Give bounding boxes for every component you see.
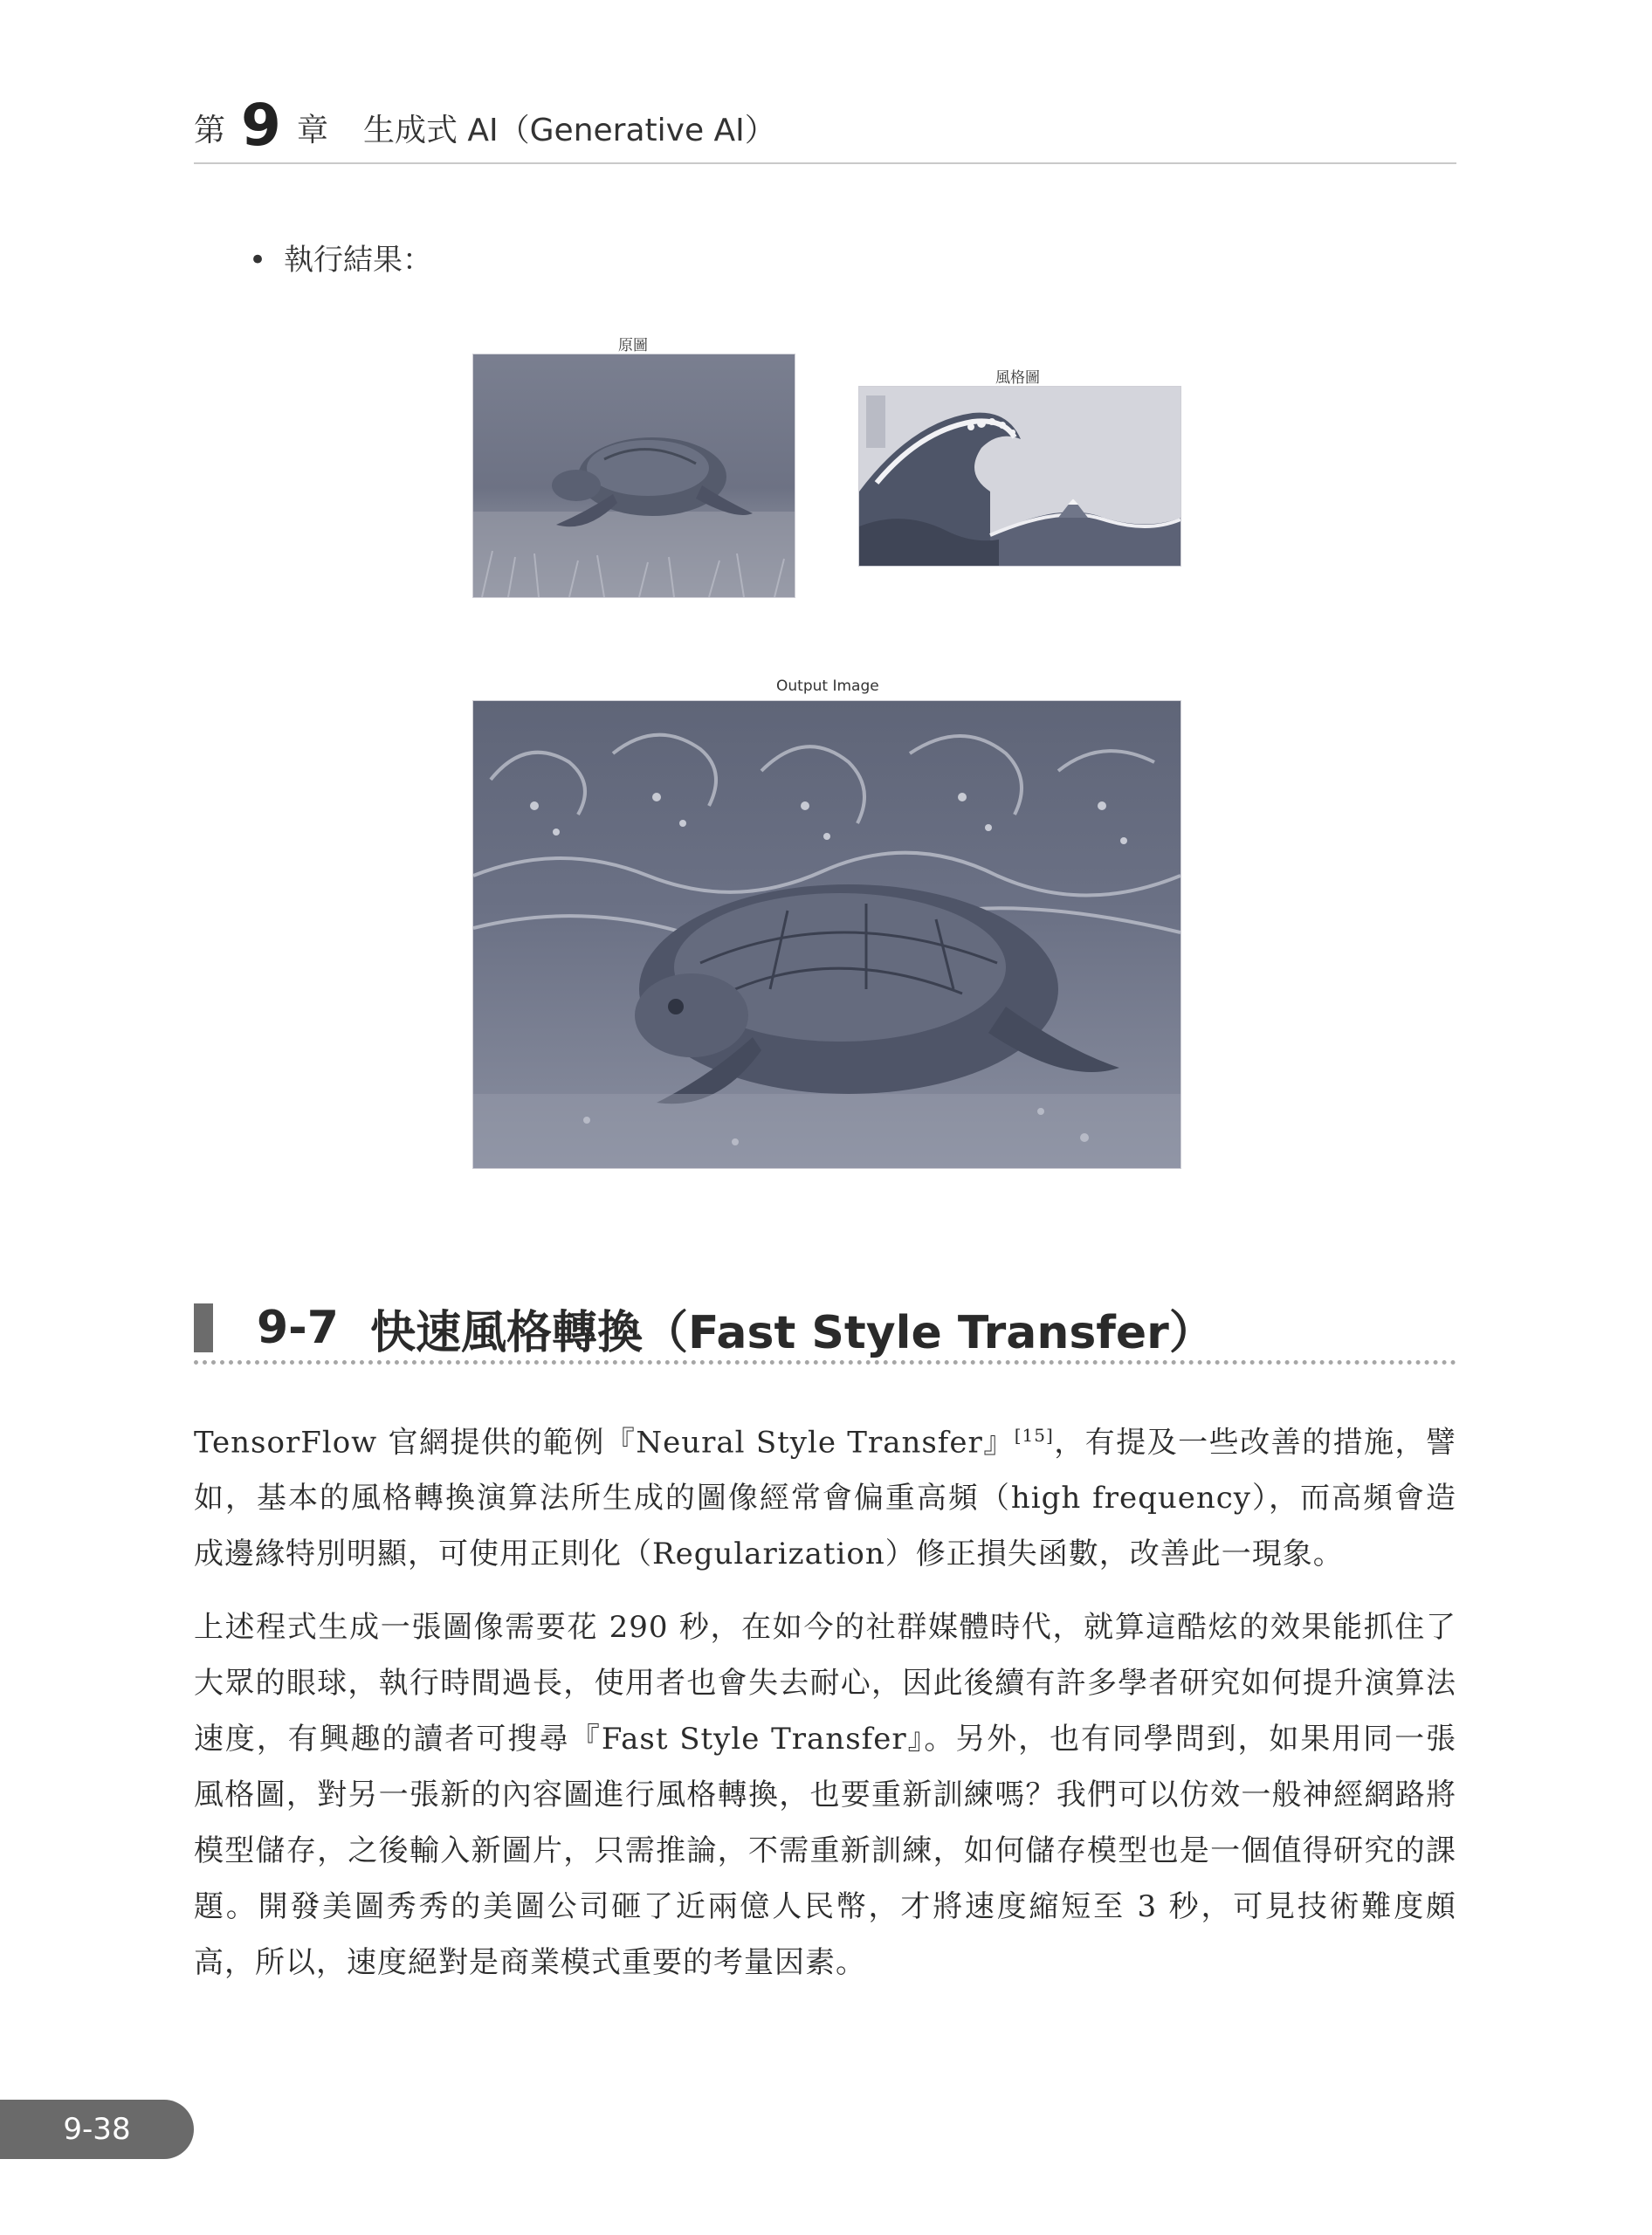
chapter-title: 生成式 AI（Generative AI） (362, 113, 776, 148)
result-bullet (249, 236, 432, 279)
section-dotted-rule (194, 1360, 1456, 1365)
page-number-tab (0, 2100, 194, 2159)
output-stylized-image (472, 700, 1181, 1169)
paragraph-1 (194, 1407, 1456, 1582)
section-heading (194, 1292, 1456, 1364)
page-number: 9-38 (63, 2112, 131, 2147)
paragraph-1-before-ref: TensorFlow 官網提供的範例『Neural Style Transfer』 (194, 1425, 1015, 1461)
output-image-label: Output Image (776, 677, 879, 695)
style-image-label: 風格圖 (995, 369, 1040, 387)
original-turtle-image (472, 354, 795, 598)
style-wave-image (858, 386, 1181, 567)
bullet-icon: • (249, 243, 267, 278)
result-bullet-text: 執行結果： (284, 243, 433, 278)
chapter-header (194, 92, 1456, 164)
original-image-label: 原圖 (618, 337, 648, 354)
section-title: 快速風格轉換（Fast Style Transfer） (369, 1306, 1215, 1359)
paragraph-1-after-ref: ，有提及一些改善的措施，譬如，基本的風格轉換演算法所生成的圖像經常會偏重高頻（high frequency），而高頻會造成邊緣特別明顯，可使用正則化（Regularization）修正損失函數，改善此一現象。 (194, 1425, 1456, 1572)
chapter-prefix: 第 (194, 113, 226, 148)
section-number: 9-7 (257, 1302, 339, 1354)
paragraph-2: 上述程式生成一張圖像需要花 290 秒，在如今的社群媒體時代，就算這酷炫的效果能抓住了大眾的眼球，執行時間過長，使用者也會失去耐心，因此後續有許多學者研究如何提升演算法速度，有興趣的讀者可搜尋『Fast Style Transfer』。另外，也有同學問到，如果用同一張風格圖，對另一張新的內容圖進行風格轉換，也要重新訓練嗎？我們可以仿效一般神經網路將模型儲存，之後輸入新圖片，只需推論，不需重新訓練，如何儲存模型也是一個值得研究的課題。開發美圖秀秀的美圖公司砸了近兩億人民幣，才將速度縮短至 3 秒，可見技術難度頗高，所以，速度絕對是商業模式重要的考量因素。 (194, 1610, 1456, 1980)
section-marker-bar (194, 1303, 213, 1352)
reference-15: [15] (1014, 1425, 1054, 1446)
chapter-number: 9 (241, 92, 281, 159)
chapter-suffix: 章 (296, 113, 328, 148)
